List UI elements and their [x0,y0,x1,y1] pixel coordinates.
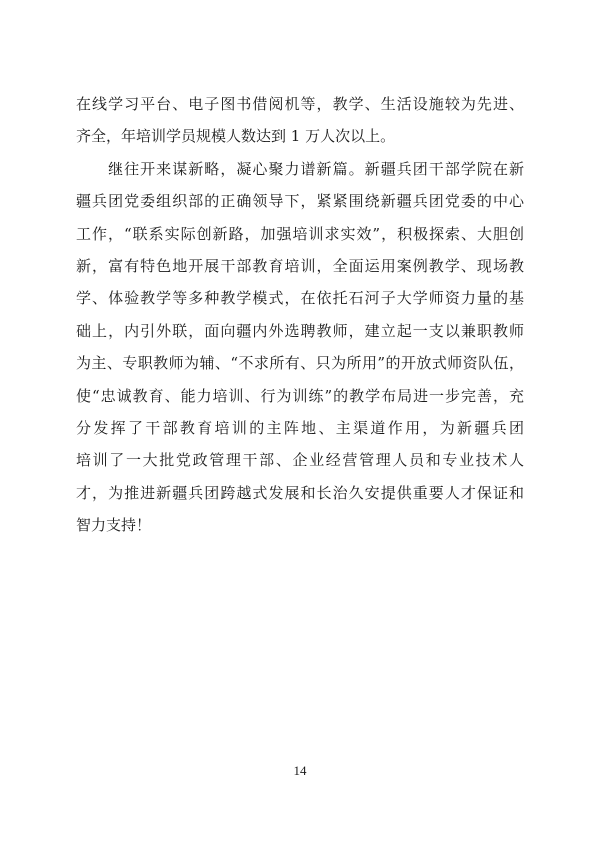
paragraph-2-line: 工作，“联系实际创新路，加强培训求实效”，积极探索、大胆创 [76,224,524,243]
paragraph-2-line: 新，富有特色地开展干部教育培训，全面运用案例教学、现场教 [76,256,524,275]
page-number: 14 [293,763,307,778]
paragraph-2-line: 疆兵团党委组织部的正确领导下，紧紧围绕新疆兵团党委的中心 [76,192,524,211]
paragraph-2-line: 才，为推进新疆兵团跨越式发展和长治久安提供重要人才保证和 [76,483,524,502]
paragraph-2-line: 培训了一大批党政管理干部、企业经营管理人员和专业技术人 [76,451,524,470]
paragraph-2-line: 学、体验教学等多种教学模式，在依托石河子大学师资力量的基 [76,289,524,308]
paragraph-2-line: 分发挥了干部教育培训的主阵地、主渠道作用，为新疆兵团 [76,418,524,437]
paragraph-2-line: 础上，内引外联，面向疆内外选聘教师，建立起一支以兼职教师 [76,321,524,340]
paragraph-2-line: 继往开来谋新略，凝心聚力谱新篇。新疆兵团干部学院在新 [76,159,524,178]
paragraph-2-line: 为主、专职教师为辅、“不求所有、只为所用”的开放式师资队伍， [76,354,524,373]
paragraph-1-line: 在线学习平台、电子图书借阅机等，教学、生活设施较为先进、 [76,95,524,113]
paragraph-2-line: 智力支持！ [76,516,152,535]
paragraph-1-line: 齐全，年培训学员规模人数达到 1 万人次以上。 [76,127,396,146]
body-text [76,88,524,541]
paragraph-2-line: 使“忠诚教育、能力培训、行为训练”的教学布局进一步完善，充 [76,386,524,405]
